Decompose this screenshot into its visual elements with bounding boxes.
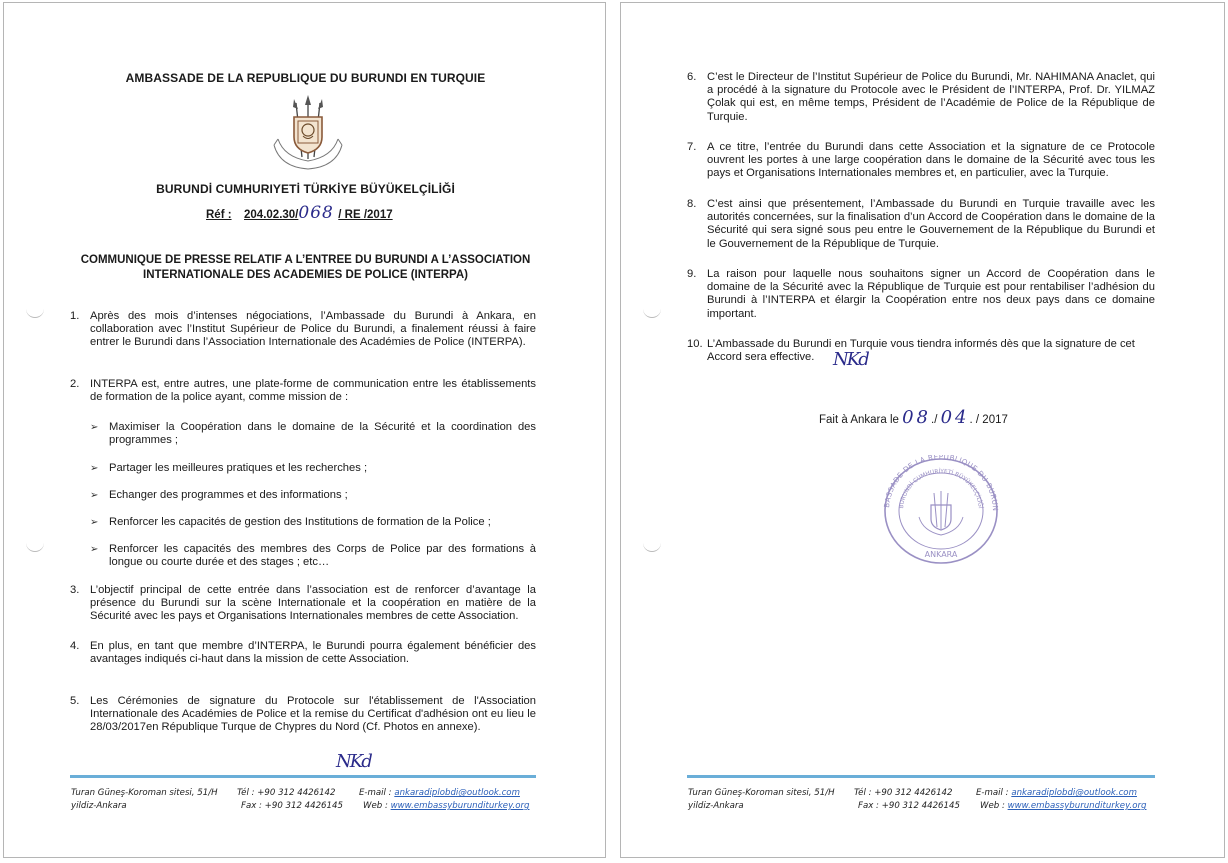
item-number: 2.	[70, 378, 80, 390]
arrow-bullet-icon: ➢	[90, 490, 99, 501]
punch-hole-mark	[643, 543, 661, 552]
arrow-bullet-icon: ➢	[90, 544, 99, 555]
footer-phone	[237, 787, 343, 813]
paragraph-item-6: C’est le Directeur de l’Institut Supérieur de Police du Burundi, Mr. NAHIMANA Anaclet, qui a procédé à la signature du Protocole avec le Président de l’INTERPA, Prof. Dr. YILMAZ Çolak qui est, en même temps, Président de l’Académie de Police de la République de Turquie.	[707, 71, 1155, 123]
paragraph-item-3: L’objectif principal de cette entrée dans l’association est de renforcer d’avantage la présence du Burundi sur la scène Internationale et la coopération en matière de la Sécurité avec les pays et Organisations Internationales membres de cette Association.	[90, 584, 536, 623]
footer-tel: Tél : +90 312 4426142	[854, 788, 953, 798]
date-prefix: Fait à Ankara le	[819, 414, 899, 426]
footer-contact	[976, 787, 1146, 813]
item-number: 9.	[687, 268, 697, 280]
arrow-bullet-icon: ➢	[90, 463, 99, 474]
footer-web-label: Web :	[363, 801, 388, 811]
paragraph-item-7: A ce titre, l’entrée du Burundi dans cette Association et la signature de ce Protocole ouvrent les portes à une large coopération dans le domaine de la Sécurité avec tous les pays et Organisations Internationales membres et, en particulier, avec la Turquie.	[707, 141, 1155, 180]
stamp-city-text: ANKARA	[924, 550, 958, 559]
paragraph-item-5: Les Cérémonies de signature du Protocole sur l'établissement de l'Association Internationale des Académies de Police et la remise du Certificat d'adhésion ont eu lieu le 28/03/2017en République Turque de Chypres du Nord (Cf. Photos en annexe).	[90, 695, 536, 734]
embassy-header: AMBASSADE DE LA REPUBLIQUE DU BURUNDI EN TURQUIE	[125, 71, 486, 85]
item-number: 6.	[687, 71, 697, 83]
paragraph-item-1: Après des mois d’intenses négociations, l’Ambassade du Burundi à Ankara, en collaboration avec l’Institut Supérieur de Police du Burundi, a finalement réussi à faire entrer le Burundi dans l’Association Internationale des Académies de Police (INTERPA).	[90, 310, 536, 349]
press-release-title	[4, 253, 607, 283]
paragraph-item-8: C’est ainsi que présentement, l’Ambassade du Burundi en Turquie travaille avec les autorités concernées, sur la finalisation d’un Accord de Coopération dans le domaine de la Sécurité qui sera signé sous peu entre le Gouvernement de la République du Burundi et le Gouvernement de la République de Turquie.	[707, 198, 1155, 250]
mission-bullet: Partager les meilleures pratiques et les recherches ;	[109, 462, 368, 474]
reference-handwritten-number: 068	[298, 203, 334, 223]
footer-address	[71, 787, 218, 813]
stamp-outer-text: BASSADE DE LA REPUBLIQUE DU BURUN	[882, 455, 1001, 512]
mission-bullet: Echanger des programmes et des informations ;	[109, 489, 348, 501]
item-number: 1.	[70, 310, 80, 322]
turkish-embassy-header: BURUNDİ CUMHURIYETİ TÜRKİYE BÜYÜKELÇİLİĞİ	[156, 182, 455, 196]
footer-rule	[687, 775, 1155, 778]
footer-address	[688, 787, 835, 813]
email-link[interactable]: ankaradiplobdi@outlook.com	[1011, 788, 1137, 798]
footer-fax: Fax : +90 312 4426145	[858, 801, 960, 811]
footer-fax: Fax : +90 312 4426145	[241, 801, 343, 811]
title-line-2: INTERNATIONALE DES ACADEMIES DE POLICE (INTERPA)	[143, 269, 468, 281]
footer-contact	[359, 787, 529, 813]
mission-bullet: Renforcer les capacités des membres des Corps de Police par des formations à longue ou courte durée et des stages ; etc…	[109, 543, 536, 569]
reference-prefix: 204.02.30/	[244, 209, 299, 221]
reference-label: Réf :	[206, 209, 232, 221]
paragraph-item-4: En plus, en tant que membre d’INTERPA, le Burundi pourra également bénéficier des avantages indiqués ci-haut dans la mission de cette Association.	[90, 640, 536, 666]
punch-hole-mark	[643, 309, 661, 318]
document-page-2	[620, 2, 1225, 858]
arrow-bullet-icon: ➢	[90, 422, 99, 433]
item-number: 10.	[687, 338, 703, 350]
email-link[interactable]: ankaradiplobdi@outlook.com	[394, 788, 520, 798]
mission-bullet: Maximiser la Coopération dans le domaine de la Sécurité et la coordination des programmes ;	[109, 421, 536, 447]
date-line	[819, 407, 1008, 428]
footer-tel: Tél : +90 312 4426142	[237, 788, 336, 798]
paragraph-item-10-line1: L’Ambassade du Burundi en Turquie vous tiendra informés dès que la signature de cet	[707, 338, 1135, 350]
punch-hole-mark	[26, 543, 44, 552]
title-line-1: COMMUNIQUE DE PRESSE RELATIF A L’ENTREE DU BURUNDI A L’ASSOCIATION	[80, 254, 531, 266]
date-month-handwritten: 04	[940, 407, 970, 428]
handwritten-initials: NKd	[336, 751, 371, 772]
footer-phone	[854, 787, 960, 813]
handwritten-initials: NKd	[833, 349, 868, 370]
document-page-1	[3, 2, 606, 858]
date-year: . / 2017	[969, 414, 1008, 426]
item-number: 5.	[70, 695, 80, 707]
footer-address-line1: Turan Güneş-Koroman sitesi, 51/H	[688, 788, 835, 798]
footer-address-line1: Turan Güneş-Koroman sitesi, 51/H	[71, 788, 218, 798]
paragraph-item-10-line2: Accord sera effective.	[707, 351, 815, 364]
date-separator: ./	[931, 414, 938, 426]
website-link[interactable]: www.embassyburunditurkey.org	[390, 801, 530, 811]
footer-address-line2: yildiz-Ankara	[688, 801, 744, 811]
embassy-official-stamp	[879, 455, 1003, 565]
website-link[interactable]: www.embassyburunditurkey.org	[1007, 801, 1147, 811]
footer-email-label: E-mail :	[976, 788, 1009, 798]
punch-hole-mark	[26, 309, 44, 318]
item-number: 4.	[70, 640, 80, 652]
stamp-inner-text: BURUNDİ CUMHURİYETİ BÜYÜKELÇİLİĞİ	[899, 468, 983, 509]
arrow-bullet-icon: ➢	[90, 517, 99, 528]
item-number: 7.	[687, 141, 697, 153]
burundi-coat-of-arms-emblem	[270, 95, 346, 171]
date-day-handwritten: 08	[902, 407, 932, 428]
mission-bullet: Renforcer les capacités de gestion des Institutions de formation de la Police ;	[109, 516, 491, 528]
paragraph-item-2: INTERPA est, entre autres, une plate-forme de communication entre les établissements de formation de la police ayant, comme mission de :	[90, 378, 536, 404]
footer-email-label: E-mail :	[359, 788, 392, 798]
item-number: 8.	[687, 198, 697, 210]
item-number: 3.	[70, 584, 80, 596]
reference-number	[206, 203, 426, 223]
footer-address-line2: yildiz-Ankara	[71, 801, 127, 811]
reference-suffix: / RE /2017	[338, 209, 393, 221]
paragraph-item-10	[707, 338, 1167, 364]
footer-web-label: Web :	[980, 801, 1005, 811]
footer-rule	[70, 775, 536, 778]
paragraph-item-9: La raison pour laquelle nous souhaitons signer un Accord de Coopération dans le domaine de la Sécurité avec la République de Turquie est pour rentabiliser l’adhésion du Burundi à l’INTERPA et élargir la Coopération entre nos deux pays dans ce domaine important.	[707, 268, 1155, 320]
